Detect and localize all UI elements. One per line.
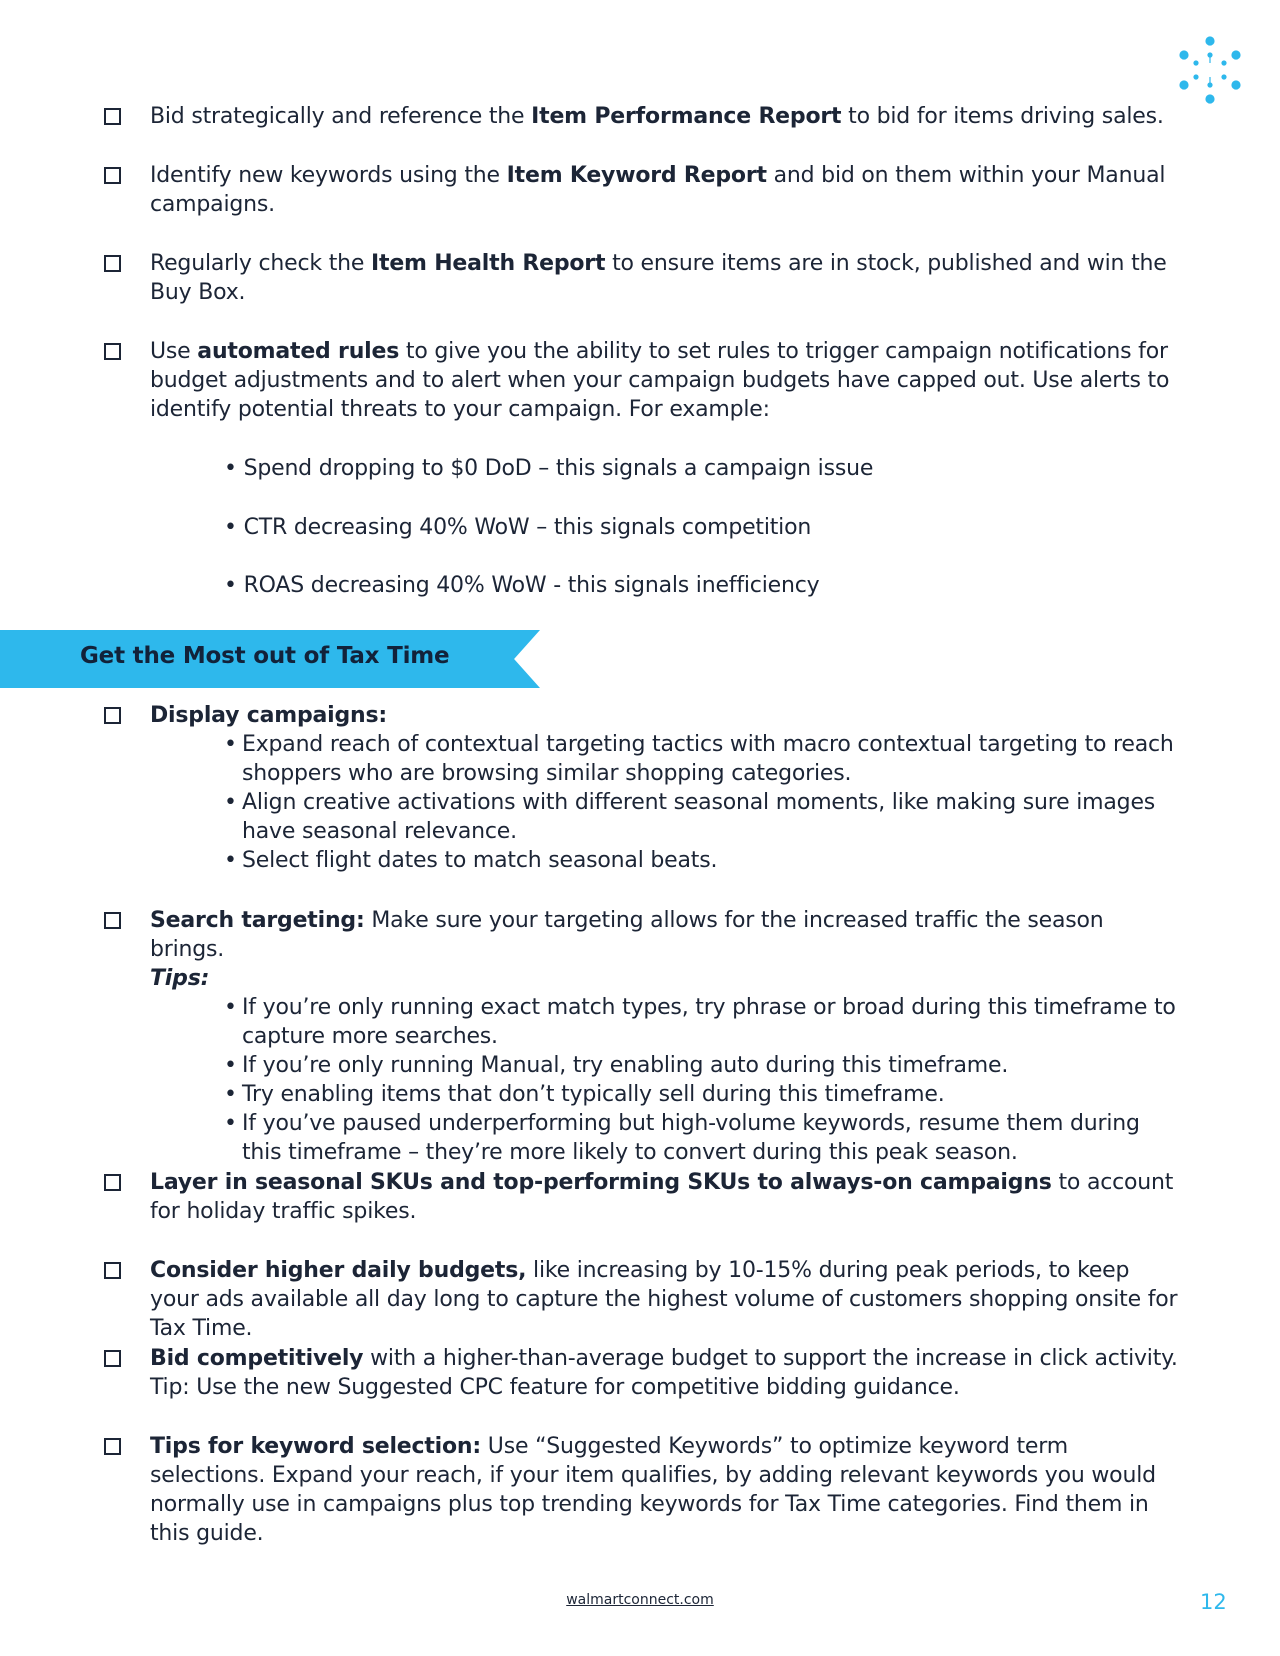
item-text: like increasing by 10-15% during peak periods, to keep your ads available all day long to capture the highest volume of customers shopping onsite for Tax Time.: [150, 1258, 1178, 1341]
item-bold-text: Item Keyword Report: [506, 163, 767, 188]
item-text: Bid strategically and reference the: [150, 104, 532, 129]
page-number: 12: [1200, 1590, 1227, 1614]
checkbox-icon[interactable]: [104, 343, 121, 360]
bullet-item: • Expand reach of contextual targeting tactics with macro contextual targeting to reach shoppers who are browsing similar shopping categories.: [224, 730, 1180, 788]
checkbox-icon[interactable]: [104, 108, 121, 125]
checklist-item-automated-rules: [150, 337, 1180, 424]
checkbox-icon[interactable]: [104, 1174, 121, 1191]
tips-label: Tips:: [150, 966, 210, 991]
checklist-item-display-campaigns: [150, 701, 1180, 875]
sub-bullet-list: [224, 730, 1180, 875]
item-bold-text: Item Performance Report: [531, 104, 842, 129]
checklist-item-item-performance: [150, 102, 1180, 131]
sub-bullet-list: [224, 993, 1180, 1167]
bullet-item: • Align creative activations with different seasonal moments, like making sure images have seasonal relevance.: [224, 788, 1180, 846]
item-bold-text: Bid competitively: [150, 1346, 364, 1371]
checklist-item-keyword-selection: [150, 1432, 1180, 1548]
checkbox-icon[interactable]: [104, 1350, 121, 1367]
checkbox-icon[interactable]: [104, 1262, 121, 1279]
section-title: Get the Most out of Tax Time: [80, 643, 450, 669]
checklist-item-item-health: [150, 249, 1180, 307]
item-text: and bid on them within your Manual campaigns.: [150, 163, 1166, 217]
item-text: Make sure your targeting allows for the increased traffic the season brings.: [150, 908, 1104, 962]
bullet-item: • Spend dropping to $0 DoD – this signals a campaign issue: [224, 456, 874, 481]
spark-logo-icon: [1176, 35, 1244, 105]
bullet-item: • ROAS decreasing 40% WoW - this signals inefficiency: [224, 573, 820, 598]
bullet-item: • Select flight dates to match seasonal beats.: [224, 846, 1180, 875]
bullet-item: • If you’re only running exact match types, try phrase or broad during this timeframe to capture more searches.: [224, 993, 1180, 1051]
item-text: to give you the ability to set rules to trigger campaign notifications for budget adjustments and to alert when your campaign budgets have capped out. Use alerts to identify potential threats to your campaign. For example:: [150, 339, 1170, 422]
checklist-item-daily-budgets: [150, 1256, 1180, 1343]
item-text: Identify new keywords using the: [150, 163, 507, 188]
checklist-item-bid-competitively: [150, 1344, 1180, 1402]
bullet-item: • Try enabling items that don’t typically sell during this timeframe.: [224, 1080, 1180, 1109]
item-bold-text: Display campaigns:: [150, 703, 388, 728]
item-text: to ensure items are in stock, published and win the Buy Box.: [150, 251, 1167, 305]
item-bold-text: Search targeting:: [150, 908, 365, 933]
checkbox-icon[interactable]: [104, 1438, 121, 1455]
item-text: Regularly check the: [150, 251, 372, 276]
checklist-item-seasonal-skus: [150, 1168, 1180, 1226]
checkbox-icon[interactable]: [104, 167, 121, 184]
item-bold-text: Item Health Report: [371, 251, 606, 276]
bullet-text: ROAS decreasing 40% WoW - this signals inefficiency: [243, 573, 820, 598]
bullet-item: • CTR decreasing 40% WoW – this signals competition: [224, 515, 812, 540]
checkbox-icon[interactable]: [104, 255, 121, 272]
bullet-text: Spend dropping to $0 DoD – this signals a campaign issue: [243, 456, 874, 481]
item-text: to bid for items driving sales.: [841, 104, 1164, 129]
bullet-item: • If you’ve paused underperforming but high-volume keywords, resume them during this timeframe – they’re more likely to convert during this peak season.: [224, 1109, 1180, 1167]
checklist-item-search-targeting: [150, 906, 1180, 1167]
item-bold-text: automated rules: [197, 339, 400, 364]
checkbox-icon[interactable]: [104, 707, 121, 724]
item-bold-text: Tips for keyword selection:: [150, 1434, 481, 1459]
item-text: Use “Suggested Keywords” to optimize keyword term selections. Expand your reach, if your item qualifies, by adding relevant keywords you would normally use in campaigns plus top trending keywords for Tax Time categories. Find them in this guide.: [150, 1434, 1156, 1546]
item-text: with a higher-than-average budget to support the increase in click activity. Tip: Use the new Suggested CPC feature for competitive bidding guidance.: [150, 1346, 1178, 1400]
bullet-item: • If you’re only running Manual, try enabling auto during this timeframe.: [224, 1051, 1180, 1080]
footer-link[interactable]: walmartconnect.com: [566, 1592, 714, 1608]
checkbox-icon[interactable]: [104, 912, 121, 929]
item-text: Use: [150, 339, 198, 364]
checklist-item-item-keyword: [150, 161, 1180, 219]
bullet-text: CTR decreasing 40% WoW – this signals competition: [243, 515, 812, 540]
item-bold-text: Consider higher daily budgets,: [150, 1258, 527, 1283]
item-bold-text: Layer in seasonal SKUs and top-performing SKUs to always-on campaigns: [150, 1170, 1052, 1195]
item-text: to account for holiday traffic spikes.: [150, 1170, 1174, 1224]
